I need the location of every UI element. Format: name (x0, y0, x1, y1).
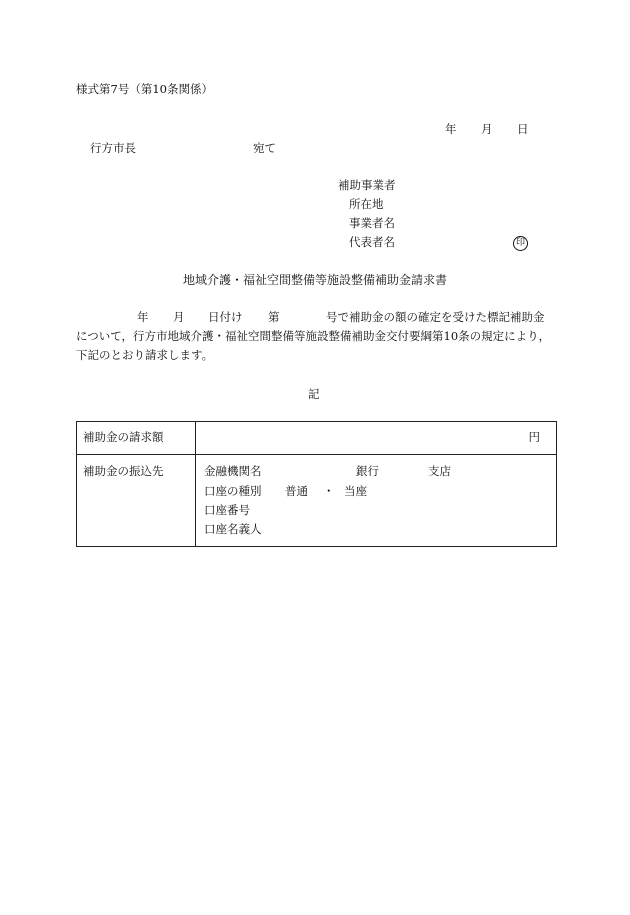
applicant-address-label: 所在地 (349, 197, 384, 211)
table-row (77, 422, 557, 455)
transfer-destination-field[interactable] (196, 455, 557, 547)
addressee-name: 行方市長 (90, 141, 136, 155)
seal-mark (513, 236, 528, 251)
body-line1-text: 号で補助金の額の確定を受けた標記補助金 (326, 310, 545, 324)
body-number-prefix: 第 (268, 310, 280, 324)
request-amount-field[interactable] (196, 422, 557, 455)
account-type-label: 口座の種別 (204, 484, 262, 498)
date-month-label: 月 (481, 122, 493, 136)
account-holder-label: 口座名義人 (204, 522, 262, 536)
applicant-heading: 補助事業者 (338, 178, 396, 192)
transfer-destination-label: 補助金の振込先 (77, 455, 196, 547)
account-type-separator: ・ (323, 484, 335, 498)
body-year-label: 年 (137, 310, 149, 324)
applicant-representative-label: 代表者名 (349, 235, 395, 249)
seal-icon: 印 (513, 236, 528, 251)
branch-suffix: 支店 (428, 464, 451, 478)
request-table (76, 421, 557, 547)
account-type-ordinary[interactable]: 普通 (285, 484, 308, 498)
table-row (77, 455, 557, 547)
request-amount-label: 補助金の請求額 (77, 422, 196, 455)
body-month-label: 月 (173, 310, 185, 324)
applicant-business-name-label: 事業者名 (349, 216, 395, 230)
bank-name-label: 金融機関名 (204, 464, 262, 478)
body-line3: 下記のとおり請求します。 (76, 348, 214, 362)
yen-unit: 円 (528, 430, 540, 444)
form-number: 様式第7号（第10条関係） (76, 82, 213, 96)
body-day-label: 日付け (208, 310, 243, 324)
body-line2: について，行方市地域介護・福祉空間整備等施設整備補助金交付要綱第10条の規定により， (76, 329, 551, 343)
account-number-label: 口座番号 (204, 503, 250, 517)
addressee-suffix: 宛て (253, 141, 276, 155)
account-type-current[interactable]: 当座 (344, 484, 367, 498)
date-year-label: 年 (445, 122, 457, 136)
date-day-label: 日 (517, 122, 529, 136)
ki-heading: 記 (308, 387, 320, 401)
document-title: 地域介護・福祉空間整備等施設整備補助金請求書 (183, 273, 448, 287)
bank-suffix: 銀行 (356, 464, 379, 478)
